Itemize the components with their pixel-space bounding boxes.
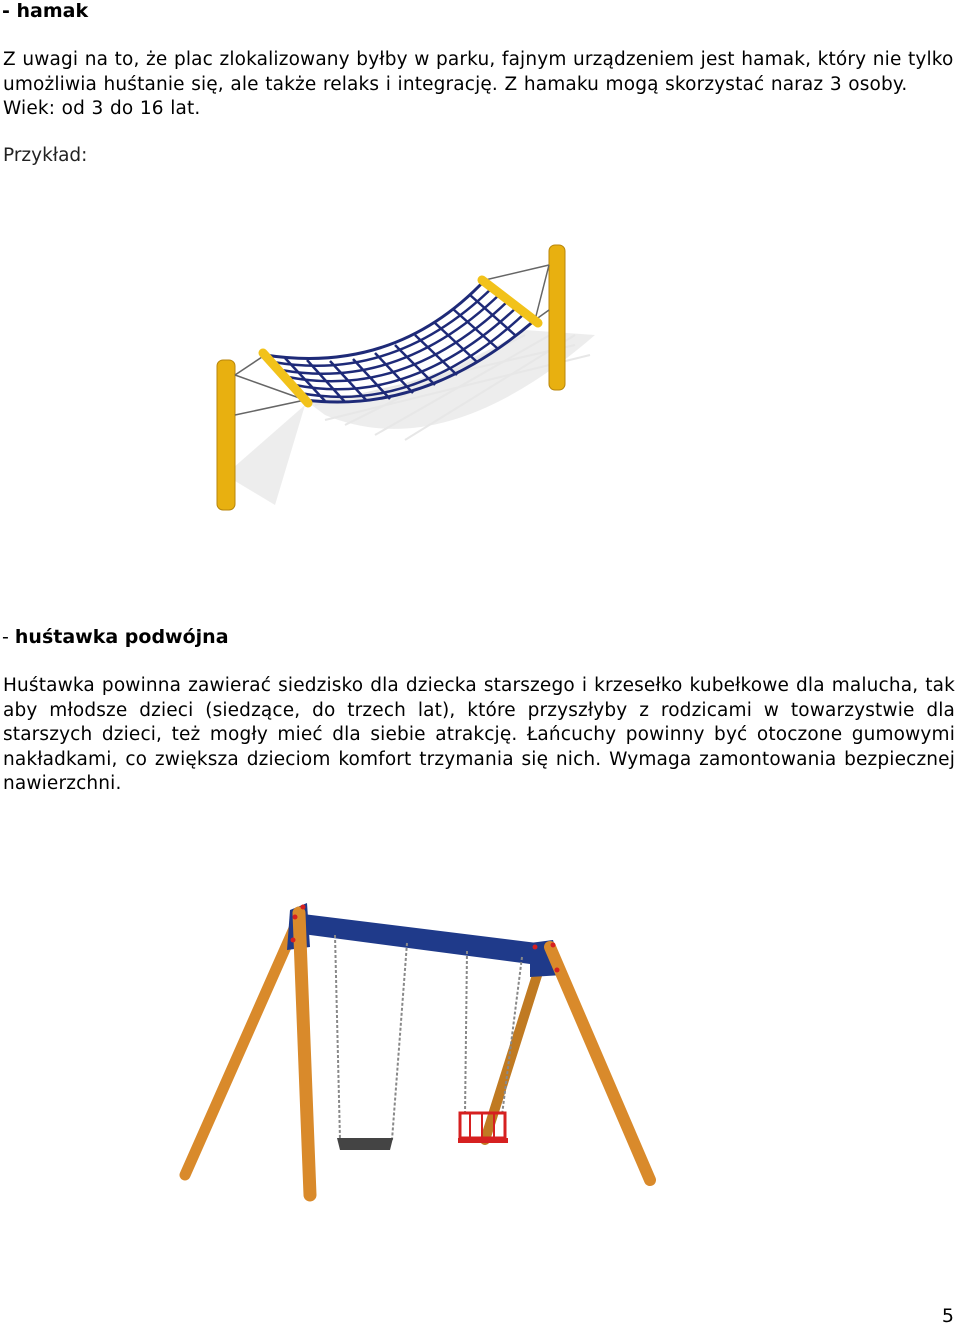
chain	[335, 935, 340, 1140]
chain	[392, 943, 407, 1140]
double-swing-illustration	[175, 895, 665, 1210]
hammock-description: Z uwagi na to, że plac zlokalizowany byłby w parku, fajnym urządzeniem jest hamak, który nie tylko umożliwia huśtanie się, ale także relaks i integrację. Z hamaku mogą skorzystać naraz 3 osoby. Wiek: od 3 do 16 lat.	[3, 49, 954, 119]
right-front-leg	[550, 947, 650, 1180]
chain	[465, 951, 467, 1115]
double-swing-description: Huśtawka powinna zawierać siedzisko dla dziecka starszego i krzesełko kubełkowe dla malucha, tak aby młodsze dzieci (siedzące, do trzech lat), które przyszłyby z rodzicami w towarzystwie dla starszych dzieci, też mogły mieć dla siebie atrakcję. Łańcuchy powinny być otoczone gumowymi nakładkami, co zwiększa dzieciom komfort trzymania się nich. Wymaga zamontowania bezpiecznej nawierzchni.	[3, 675, 955, 794]
example-label: Przykład:	[3, 145, 88, 166]
left-back-leg	[185, 915, 300, 1175]
double-swing-heading-row	[2, 626, 229, 648]
page-number: 5	[941, 1305, 954, 1327]
left-post	[217, 360, 235, 510]
left-front-leg	[299, 913, 310, 1195]
hammock-heading: - hamak	[2, 0, 89, 22]
heading-prefix: -	[2, 626, 15, 648]
flat-seat	[337, 1138, 393, 1150]
cradle-seat	[458, 1113, 508, 1143]
top-beam	[295, 913, 553, 967]
right-post	[549, 245, 565, 390]
hammock-illustration	[195, 235, 615, 520]
double-swing-heading: huśtawka podwójna	[14, 626, 229, 648]
